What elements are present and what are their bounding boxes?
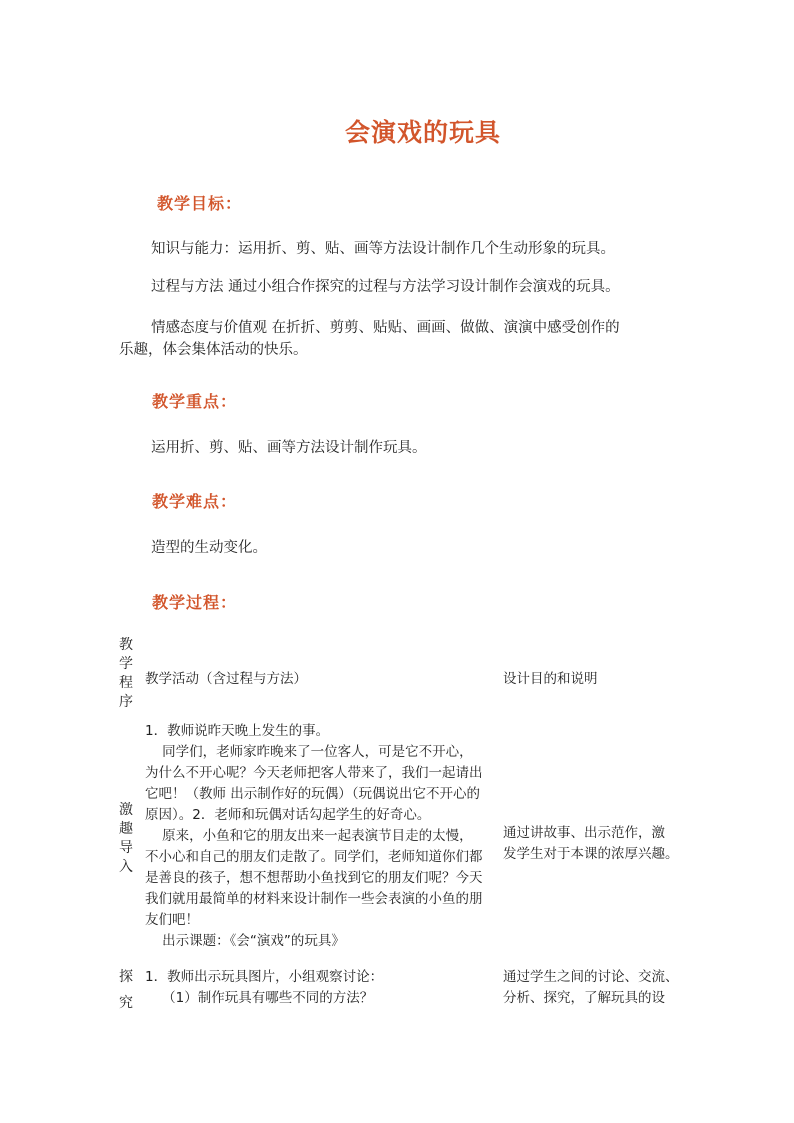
header-char: 序 [119, 694, 133, 710]
activity-line: 它吧！（教师 出示制作好的玩偶）（玩偶说出它不开心的 [145, 786, 481, 802]
purpose-line: 通过讲故事、出示范作，激 [503, 825, 665, 841]
activity-line: 同学们，老师家昨晚来了一位客人，可是它不开心， [145, 744, 473, 760]
stage-char: 探 [119, 969, 133, 985]
activity-line: 不小心和自己的朋友们走散了。同学们，老师知道你们都 [145, 849, 483, 865]
activity-line: 1．教师出示玩具图片，小组观察讨论： [145, 969, 384, 985]
objectives-heading: 教学目标： [157, 194, 243, 213]
activity-line: 1．教师说昨天晚上发生的事。 [145, 723, 330, 739]
document-title: 会演戏的玩具 [344, 118, 501, 147]
difficulty-text: 造型的生动变化。 [151, 540, 267, 556]
difficulty-heading: 教学难点： [152, 492, 238, 511]
activity-line: 是善良的孩子，想不想帮助小鱼找到它的朋友们呢？今天 [145, 870, 483, 886]
table-header-purpose: 设计目的和说明 [503, 671, 598, 687]
activity-line: 我们就用最简单的材料来设计制作一些会表演的小鱼的朋 [145, 891, 483, 907]
objective-attitude-line2: 乐趣，体会集体活动的快乐。 [119, 342, 308, 358]
header-char: 学 [119, 656, 133, 672]
stage-char: 入 [119, 859, 133, 875]
process-heading: 教学过程： [152, 593, 238, 612]
stage-char: 导 [119, 840, 133, 856]
header-char: 教 [119, 637, 133, 653]
row2-purpose [503, 967, 679, 1009]
row1-purpose [503, 823, 679, 865]
purpose-line: 分析、探究，了解玩具的设 [503, 990, 665, 1006]
stage-char: 究 [119, 995, 133, 1011]
purpose-line: 通过学生之间的讨论、交流、 [503, 969, 679, 985]
row1-stage [118, 801, 134, 877]
key-points-heading: 教学重点： [152, 392, 238, 411]
objective-knowledge: 知识与能力：运用折、剪、贴、画等方法设计制作几个生动形象的玩具。 [151, 241, 615, 257]
stage-char: 趣 [119, 821, 133, 837]
activity-line: 友们吧！ [145, 912, 199, 928]
activity-line: 原来，小鱼和它的朋友出来一起表演节目走的太慢， [145, 828, 473, 844]
row1-activity [145, 721, 483, 952]
activity-line: 出示课题：《会“演戏”的玩具》 [145, 933, 345, 949]
row2-activity [145, 967, 383, 1009]
activity-line: （1）制作玩具有哪些不同的方法？ [145, 990, 374, 1006]
objective-process: 过程与方法 通过小组合作探究的过程与方法学习设计制作会演戏的玩具。 [151, 279, 620, 295]
header-char: 程 [119, 675, 133, 691]
key-points-text: 运用折、剪、贴、画等方法设计制作玩具。 [151, 440, 427, 456]
row2-stage [118, 968, 134, 1013]
activity-line: 原因）。2．老师和玩偶对话勾起学生的好奇心。 [145, 807, 431, 823]
stage-char: 激 [119, 802, 133, 818]
purpose-line: 发学生对于本课的浓厚兴趣。 [503, 846, 679, 862]
table-header-stage [118, 636, 134, 712]
table-header-activity: 教学活动（含过程与方法） [145, 671, 307, 687]
objective-attitude-line1: 情感态度与价值观 在折折、剪剪、贴贴、画画、做做、演演中感受创作的 [151, 320, 620, 336]
activity-line: 为什么不开心呢？今天老师把客人带来了，我们一起请出 [145, 765, 483, 781]
